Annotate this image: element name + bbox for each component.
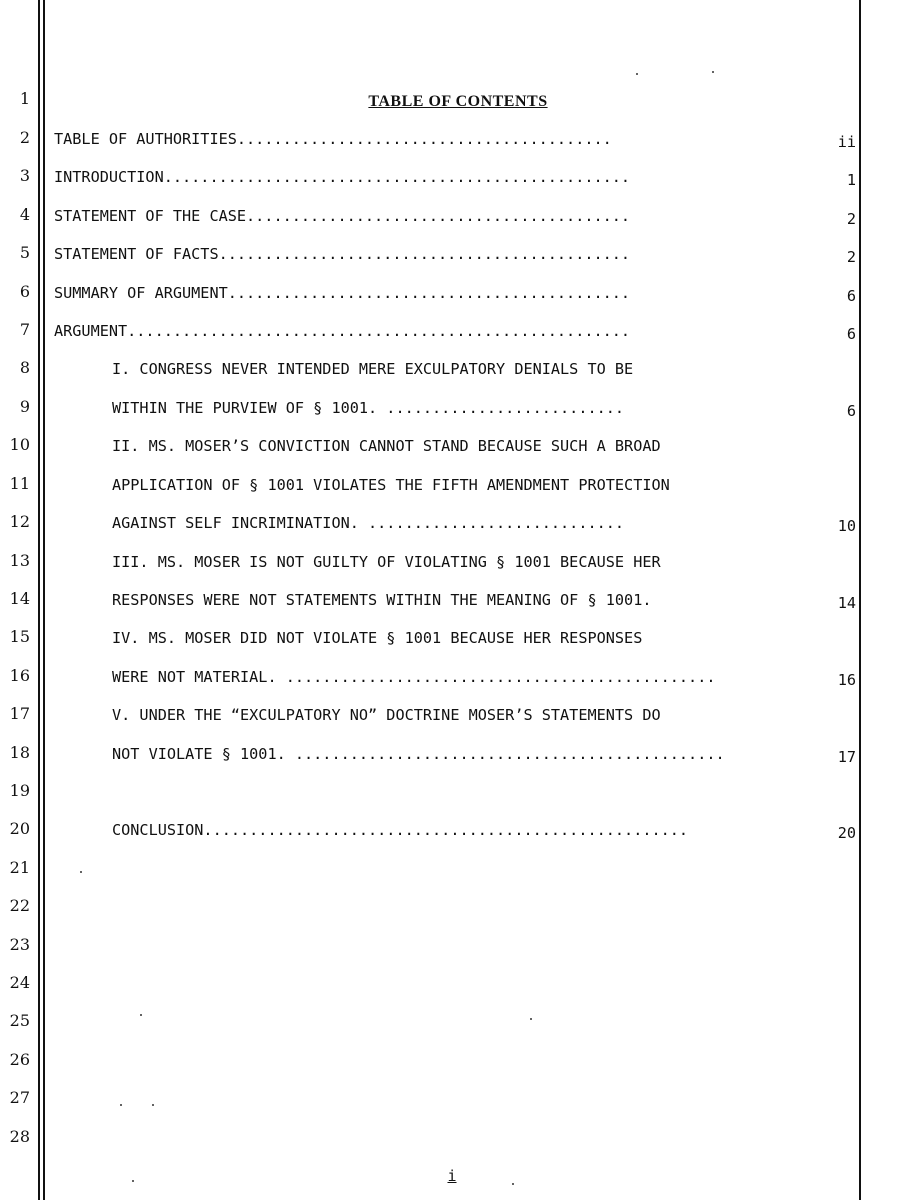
scan-speck: [512, 1183, 514, 1185]
scan-speck: [80, 871, 82, 873]
toc-page-number: 17: [837, 748, 856, 766]
toc-entry-text: V. UNDER THE “EXCULPATORY NO” DOCTRINE MOSER’S STATEMENTS DO: [112, 706, 661, 724]
toc-page-number: 2: [846, 248, 856, 266]
right-margin-rule: [859, 0, 861, 1200]
toc-entry-text: APPLICATION OF § 1001 VIOLATES THE FIFTH AMENDMENT PROTECTION: [112, 476, 670, 494]
line-number: 6: [19, 282, 30, 301]
toc-entry-introduction: [54, 166, 798, 188]
line-number: 24: [9, 973, 30, 992]
toc-page-number: 10: [837, 517, 856, 535]
toc-entry-text: INTRODUCTION...................................................: [54, 168, 631, 186]
line-number: 13: [9, 551, 30, 570]
line-number-column: [0, 0, 34, 1200]
toc-entry-argument-ii-cont-2: [112, 512, 798, 534]
toc-page-number: 6: [846, 287, 856, 305]
line-number: 23: [9, 935, 30, 954]
toc-entry-text: CONCLUSION.....................................................: [112, 821, 689, 839]
line-number: 19: [9, 781, 30, 800]
toc-entry-argument-i: [112, 358, 812, 380]
line-number: 16: [9, 666, 30, 685]
line-number: 28: [9, 1127, 30, 1146]
toc-page-number: 2: [846, 210, 856, 228]
toc-entry-text: RESPONSES WERE NOT STATEMENTS WITHIN THE MEANING OF § 1001.: [112, 591, 652, 609]
toc-entry-text: III. MS. MOSER IS NOT GUILTY OF VIOLATING § 1001 BECAUSE HER: [112, 553, 661, 571]
line-number: 14: [9, 589, 30, 608]
line-number: 18: [9, 743, 30, 762]
toc-entry-text: II. MS. MOSER’S CONVICTION CANNOT STAND BECAUSE SUCH A BROAD: [112, 437, 661, 455]
toc-entry-text: NOT VIOLATE § 1001. ...............................................: [112, 745, 725, 763]
toc-entry-text: SUMMARY OF ARGUMENT............................................: [54, 284, 631, 302]
line-number: 8: [19, 358, 30, 377]
line-number: 7: [19, 320, 30, 339]
line-number: 5: [19, 243, 30, 262]
toc-entry-argument-ii-cont: [112, 474, 852, 496]
toc-page-number: 6: [846, 325, 856, 343]
toc-page-number: 1: [846, 171, 856, 189]
toc-entry-argument-iii-cont: [112, 589, 824, 611]
toc-entry-text: WITHIN THE PURVIEW OF § 1001. ..........................: [112, 399, 625, 417]
toc-entry-statement-of-facts: [54, 243, 798, 265]
toc-entry-argument-iv: [112, 627, 812, 649]
toc-entry-text: TABLE OF AUTHORITIES.........................................: [54, 130, 612, 148]
toc-page-number: 16: [837, 671, 856, 689]
line-number: 25: [9, 1011, 30, 1030]
toc-page-number: 14: [837, 594, 856, 612]
scan-speck: [140, 1014, 142, 1016]
line-number: 15: [9, 627, 30, 646]
footer-page-number: i: [447, 1167, 457, 1185]
line-number: 2: [19, 128, 30, 147]
toc-page-number: 6: [846, 402, 856, 420]
scan-speck: [120, 1104, 122, 1106]
toc-page-number: ii: [837, 133, 856, 151]
page-title: TABLE OF CONTENTS: [368, 93, 548, 110]
line-number: 20: [9, 819, 30, 838]
toc-entry-argument-iv-cont: [112, 666, 798, 688]
toc-entry-text: WERE NOT MATERIAL. ...............................................: [112, 668, 716, 686]
toc-entry-text: IV. MS. MOSER DID NOT VIOLATE § 1001 BECAUSE HER RESPONSES: [112, 629, 643, 647]
line-number: 11: [9, 474, 30, 493]
scan-speck: [132, 1180, 134, 1182]
toc-entry-conclusion: [112, 819, 798, 841]
line-number: 4: [19, 205, 30, 224]
toc-entry-statement-of-the-case: [54, 205, 798, 227]
line-number: 1: [19, 89, 30, 108]
toc-entry-argument-v-cont: [112, 743, 798, 765]
line-number: 3: [19, 166, 30, 185]
toc-entry-argument-v: [112, 704, 842, 726]
line-number: 21: [9, 858, 30, 877]
line-number: 26: [9, 1050, 30, 1069]
toc-page-number: 20: [837, 824, 856, 842]
toc-entry-text: STATEMENT OF THE CASE..........................................: [54, 207, 631, 225]
toc-entry-argument-iii: [112, 551, 842, 573]
left-margin-rule-inner: [43, 0, 45, 1200]
line-number: 12: [9, 512, 30, 531]
scan-speck: [530, 1018, 532, 1020]
scan-speck: [152, 1104, 154, 1106]
toc-entry-table-of-authorities: [54, 128, 798, 150]
toc-entry-text: STATEMENT OF FACTS.............................................: [54, 245, 631, 263]
scan-speck: [636, 73, 638, 75]
toc-entry-text: AGAINST SELF INCRIMINATION. ............................: [112, 514, 625, 532]
toc-entry-argument-ii: [112, 435, 842, 457]
toc-entry-argument-i-cont: [112, 397, 798, 419]
toc-entry-text: I. CONGRESS NEVER INTENDED MERE EXCULPATORY DENIALS TO BE: [112, 360, 634, 378]
line-number: 10: [9, 435, 30, 454]
line-number: 9: [19, 397, 30, 416]
toc-entry-text: ARGUMENT.......................................................: [54, 322, 631, 340]
line-number: 22: [9, 896, 30, 915]
line-number: 27: [9, 1088, 30, 1107]
toc-entry-argument: [54, 320, 798, 342]
line-number: 17: [9, 704, 30, 723]
toc-entry-summary-of-argument: [54, 282, 798, 304]
left-margin-rule: [38, 0, 40, 1200]
scan-speck: [712, 71, 714, 73]
